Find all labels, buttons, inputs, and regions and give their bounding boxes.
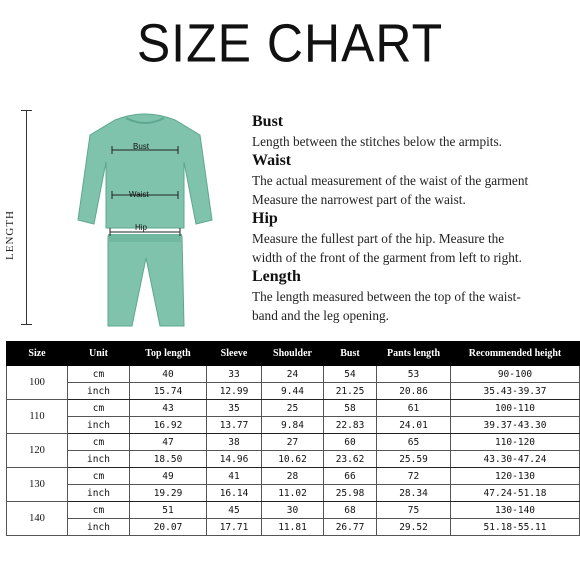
table-cell: inch bbox=[68, 519, 130, 536]
length-text-line: band and the leg opening. bbox=[252, 308, 389, 323]
length-heading: Length bbox=[252, 268, 301, 285]
table-cell: 51 bbox=[130, 502, 207, 519]
table-cell: 47 bbox=[130, 434, 207, 451]
table-cell: 58 bbox=[324, 400, 377, 417]
pajama-set-image bbox=[60, 100, 230, 335]
table-cell: 39.37-43.30 bbox=[451, 417, 580, 434]
table-cell: 28.34 bbox=[377, 485, 451, 502]
table-cell: 25.98 bbox=[324, 485, 377, 502]
pajama-top-shape bbox=[78, 114, 212, 228]
table-cell: 130-140 bbox=[451, 502, 580, 519]
hip-text-line: Measure the fullest part of the hip. Measure the bbox=[252, 231, 505, 246]
waist-description bbox=[252, 151, 578, 209]
table-cell: 110-120 bbox=[451, 434, 580, 451]
table-cell: 35 bbox=[207, 400, 262, 417]
table-cell: 11.81 bbox=[262, 519, 324, 536]
column-header: Sleeve bbox=[207, 342, 262, 366]
table-row bbox=[7, 400, 580, 417]
table-cell: 18.50 bbox=[130, 451, 207, 468]
table-cell: inch bbox=[68, 451, 130, 468]
table-cell: 61 bbox=[377, 400, 451, 417]
waist-text-line: Measure the narrowest part of the waist. bbox=[252, 192, 466, 207]
page-title: SIZE CHART bbox=[136, 12, 444, 74]
table-row bbox=[7, 451, 580, 468]
size-cell: 140 bbox=[7, 502, 68, 536]
table-cell: inch bbox=[68, 485, 130, 502]
bust-text-line: Length between the stitches below the armpits. bbox=[252, 134, 502, 149]
table-cell: 90-100 bbox=[451, 366, 580, 383]
table-cell: 75 bbox=[377, 502, 451, 519]
table-cell: 29.52 bbox=[377, 519, 451, 536]
length-text-line: The length measured between the top of the waist- bbox=[252, 289, 521, 304]
table-cell: 24.01 bbox=[377, 417, 451, 434]
table-cell: 28 bbox=[262, 468, 324, 485]
pajama-pants-shape bbox=[108, 236, 184, 326]
table-cell: 9.84 bbox=[262, 417, 324, 434]
table-cell: 11.02 bbox=[262, 485, 324, 502]
table-cell: 21.25 bbox=[324, 383, 377, 400]
table-cell: 17.71 bbox=[207, 519, 262, 536]
table-cell: 43.30-47.24 bbox=[451, 451, 580, 468]
length-rule bbox=[26, 110, 27, 325]
table-row bbox=[7, 366, 580, 383]
table-cell: 66 bbox=[324, 468, 377, 485]
table-cell: 10.62 bbox=[262, 451, 324, 468]
table-cell: 47.24-51.18 bbox=[451, 485, 580, 502]
table-cell: cm bbox=[68, 366, 130, 383]
table-cell: 53 bbox=[377, 366, 451, 383]
table-cell: 20.07 bbox=[130, 519, 207, 536]
hip-tag: Hip bbox=[135, 223, 148, 232]
table-cell: 41 bbox=[207, 468, 262, 485]
waist-heading: Waist bbox=[252, 152, 292, 169]
table-cell: 54 bbox=[324, 366, 377, 383]
table-cell: 20.86 bbox=[377, 383, 451, 400]
table-cell: cm bbox=[68, 400, 130, 417]
table-cell: 100-110 bbox=[451, 400, 580, 417]
table-cell: 9.44 bbox=[262, 383, 324, 400]
table-cell: 27 bbox=[262, 434, 324, 451]
waist-text-line: The actual measurement of the waist of the garment bbox=[252, 173, 529, 188]
size-table bbox=[6, 341, 580, 536]
table-cell: 26.77 bbox=[324, 519, 377, 536]
hip-description bbox=[252, 209, 578, 267]
table-cell: 23.62 bbox=[324, 451, 377, 468]
table-row bbox=[7, 502, 580, 519]
table-cell: inch bbox=[68, 417, 130, 434]
table-cell: 51.18-55.11 bbox=[451, 519, 580, 536]
table-cell: 16.14 bbox=[207, 485, 262, 502]
hip-text-line: width of the front of the garment from left to right. bbox=[252, 250, 522, 265]
bust-heading: Bust bbox=[252, 113, 284, 130]
table-cell: 33 bbox=[207, 366, 262, 383]
measurement-descriptions bbox=[252, 112, 578, 325]
table-row bbox=[7, 417, 580, 434]
table-cell: 14.96 bbox=[207, 451, 262, 468]
table-cell: 45 bbox=[207, 502, 262, 519]
table-cell: 19.29 bbox=[130, 485, 207, 502]
table-cell: 60 bbox=[324, 434, 377, 451]
bust-tag: Bust bbox=[133, 142, 150, 151]
waistband-shape bbox=[108, 234, 182, 242]
column-header: Pants length bbox=[377, 342, 451, 366]
column-header: Size bbox=[7, 342, 68, 366]
table-cell: 16.92 bbox=[130, 417, 207, 434]
garment-illustration bbox=[0, 100, 240, 335]
table-header-row bbox=[7, 342, 580, 366]
size-cell: 100 bbox=[7, 366, 68, 400]
bust-description bbox=[252, 112, 578, 151]
table-row bbox=[7, 434, 580, 451]
table-cell: 13.77 bbox=[207, 417, 262, 434]
table-cell: 22.83 bbox=[324, 417, 377, 434]
table-cell: 25.59 bbox=[377, 451, 451, 468]
table-cell: 49 bbox=[130, 468, 207, 485]
table-cell: 38 bbox=[207, 434, 262, 451]
table-row bbox=[7, 519, 580, 536]
table-row bbox=[7, 485, 580, 502]
size-cell: 110 bbox=[7, 400, 68, 434]
table-cell: inch bbox=[68, 383, 130, 400]
table-cell: 120-130 bbox=[451, 468, 580, 485]
table-cell: cm bbox=[68, 468, 130, 485]
length-description bbox=[252, 267, 578, 325]
table-cell: 43 bbox=[130, 400, 207, 417]
table-cell: 15.74 bbox=[130, 383, 207, 400]
table-cell: 24 bbox=[262, 366, 324, 383]
length-label: LENGTH bbox=[4, 210, 16, 260]
hip-heading: Hip bbox=[252, 210, 278, 227]
table-cell: 12.99 bbox=[207, 383, 262, 400]
table-cell: 40 bbox=[130, 366, 207, 383]
table-cell: 68 bbox=[324, 502, 377, 519]
column-header: Top length bbox=[130, 342, 207, 366]
waist-tag: Waist bbox=[129, 190, 149, 199]
size-cell: 120 bbox=[7, 434, 68, 468]
size-cell: 130 bbox=[7, 468, 68, 502]
column-header: Bust bbox=[324, 342, 377, 366]
table-cell: 30 bbox=[262, 502, 324, 519]
table-row bbox=[7, 383, 580, 400]
table-cell: 25 bbox=[262, 400, 324, 417]
table-cell: cm bbox=[68, 502, 130, 519]
column-header: Shoulder bbox=[262, 342, 324, 366]
table-cell: cm bbox=[68, 434, 130, 451]
table-row bbox=[7, 468, 580, 485]
column-header: Unit bbox=[68, 342, 130, 366]
table-cell: 65 bbox=[377, 434, 451, 451]
table-cell: 72 bbox=[377, 468, 451, 485]
column-header: Recommended height bbox=[451, 342, 580, 366]
table-cell: 35.43-39.37 bbox=[451, 383, 580, 400]
